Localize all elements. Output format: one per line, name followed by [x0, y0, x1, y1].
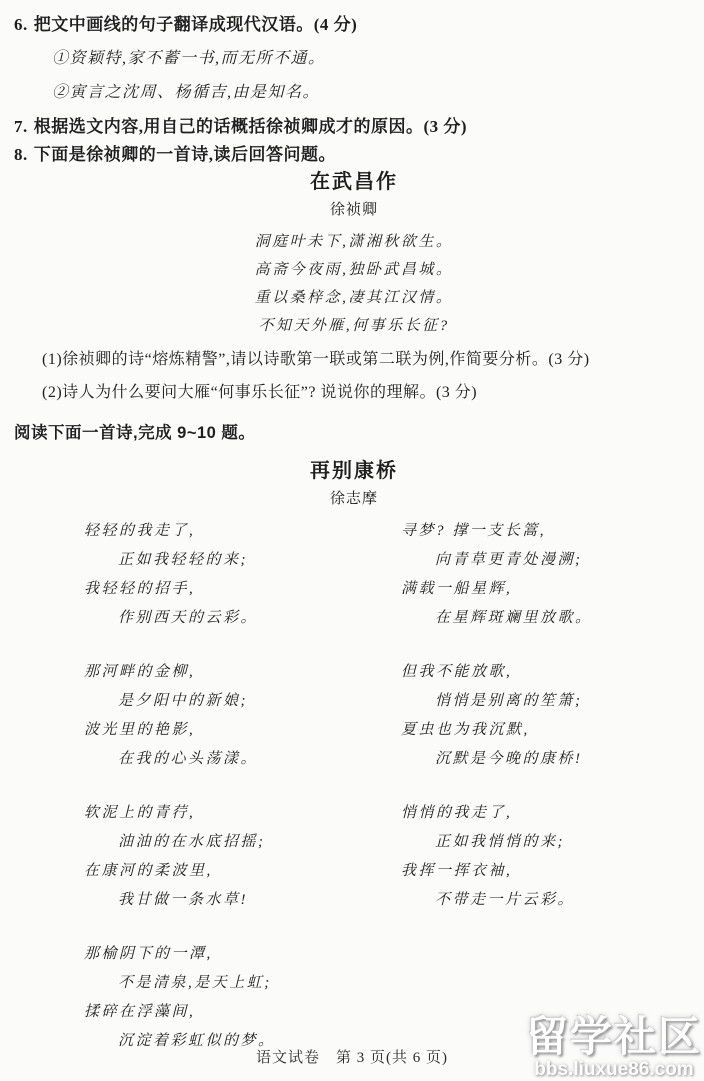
poem-line: 寻梦? 撑一支长篙, — [401, 523, 547, 539]
poem-line: 沉默是今晚的康桥! — [435, 751, 583, 767]
question-7-text: 根据选文内容,用自己的话概括徐祯卿成才的原因。(3 分) — [33, 117, 468, 136]
poem-line: 不是清泉,是天上虹; — [118, 975, 272, 991]
poem-wuchang-title: 在武昌作 — [310, 171, 398, 193]
poem-line: 悄悄是别离的笙箫; — [435, 693, 583, 709]
poem-line: 夏虫也为我沉默, — [401, 722, 530, 738]
poem-line: 我轻轻的招手, — [84, 581, 196, 597]
question-6-item-1: ①资颖特,家不蓄一书,而无所不通。 — [52, 50, 326, 67]
question-6-item-2: ②寅言之沈周、杨循吉,由是知名。 — [52, 84, 321, 101]
stanza — [84, 799, 354, 915]
poem-line: 波光里的艳影, — [84, 722, 196, 738]
poem-line: 那榆阴下的一潭, — [84, 946, 213, 962]
question-7 — [14, 116, 694, 137]
poem-kangqiao-author: 徐志摩 — [329, 491, 378, 507]
poem-wuchang-line: 高斋今夜雨,独卧武昌城。 — [254, 262, 454, 278]
page-footer: 语文试卷 第 3 页(共 6 页) — [256, 1050, 448, 1066]
question-6-text: 把文中画线的句子翻译成现代汉语。(4 分) — [33, 15, 358, 34]
poem-kangqiao-right-column — [354, 517, 694, 1081]
poem-line: 满载一船星辉, — [401, 581, 513, 597]
poem-line: 在我的心头荡漾。 — [118, 751, 259, 767]
question-8-text: 下面是徐祯卿的一首诗,读后回答问题。 — [33, 145, 336, 164]
poem-kangqiao-title: 再别康桥 — [310, 460, 398, 482]
poem-line: 在星辉斑斓里放歌。 — [435, 610, 593, 626]
poem-line: 在康河的柔波里, — [84, 863, 213, 879]
poem-line: 是夕阳中的新娘; — [118, 693, 248, 709]
watermark — [525, 1013, 702, 1080]
poem-line: 悄悄的我走了, — [401, 805, 513, 821]
poem-line: 揉碎在浮藻间, — [84, 1004, 196, 1020]
stanza — [401, 658, 694, 774]
question-7-number: 7. — [14, 117, 28, 136]
poem-line: 沉淀着彩虹似的梦。 — [118, 1033, 276, 1049]
question-6 — [14, 14, 694, 35]
stanza — [401, 799, 694, 915]
poem-wuchang-line: 重以桑梓念,凄其江汉情。 — [254, 290, 454, 306]
section-intro: 阅读下面一首诗,完成 9~10 题。 — [14, 424, 256, 442]
poem-line: 油油的在水底招摇; — [118, 834, 266, 850]
poem-line: 软泥上的青荇, — [84, 805, 196, 821]
question-8-number: 8. — [14, 145, 28, 164]
stanza — [84, 940, 354, 1056]
poem-line: 我甘做一条水草! — [118, 892, 248, 908]
poem-line: 那河畔的金柳, — [84, 664, 196, 680]
question-8 — [14, 144, 694, 165]
stanza — [84, 658, 354, 774]
poem-line: 不带走一片云彩。 — [435, 892, 576, 908]
poem-wuchang-author: 徐祯卿 — [329, 202, 378, 218]
poem-wuchang-line: 洞庭叶未下,潇湘秋欲生。 — [254, 234, 454, 250]
poem-line: 正如我悄悄的来; — [435, 834, 565, 850]
poem-line: 向青草更青处漫溯; — [435, 552, 583, 568]
poem-line: 轻轻的我走了, — [84, 523, 196, 539]
poem-wuchang-line: 不知天外雁,何事乐长征? — [258, 318, 450, 334]
poem-line: 正如我轻轻的来; — [118, 552, 248, 568]
poem-line: 作别西天的云彩。 — [118, 610, 259, 626]
stanza — [401, 517, 694, 633]
poem-line: 但我不能放歌, — [401, 664, 513, 680]
question-8-sub-1: (1)徐祯卿的诗“熔炼精警”,请以诗歌第一联或第二联为例,作简要分析。(3 分) — [42, 351, 590, 368]
poem-kangqiao-columns — [14, 517, 694, 1081]
stanza — [84, 517, 354, 633]
poem-kangqiao-left-column — [14, 517, 354, 1081]
watermark-title: 留学社区 — [525, 1013, 702, 1060]
question-6-number: 6. — [14, 15, 28, 34]
poem-wuchang — [14, 169, 694, 340]
poem-kangqiao — [14, 458, 694, 1081]
question-8-sub-2: (2)诗人为什么要问大雁“何事乐长征”? 说说你的理解。(3 分) — [42, 384, 478, 401]
watermark-url: bbs.liuxue86.com — [534, 1059, 694, 1080]
poem-line: 我挥一挥衣袖, — [401, 863, 513, 879]
